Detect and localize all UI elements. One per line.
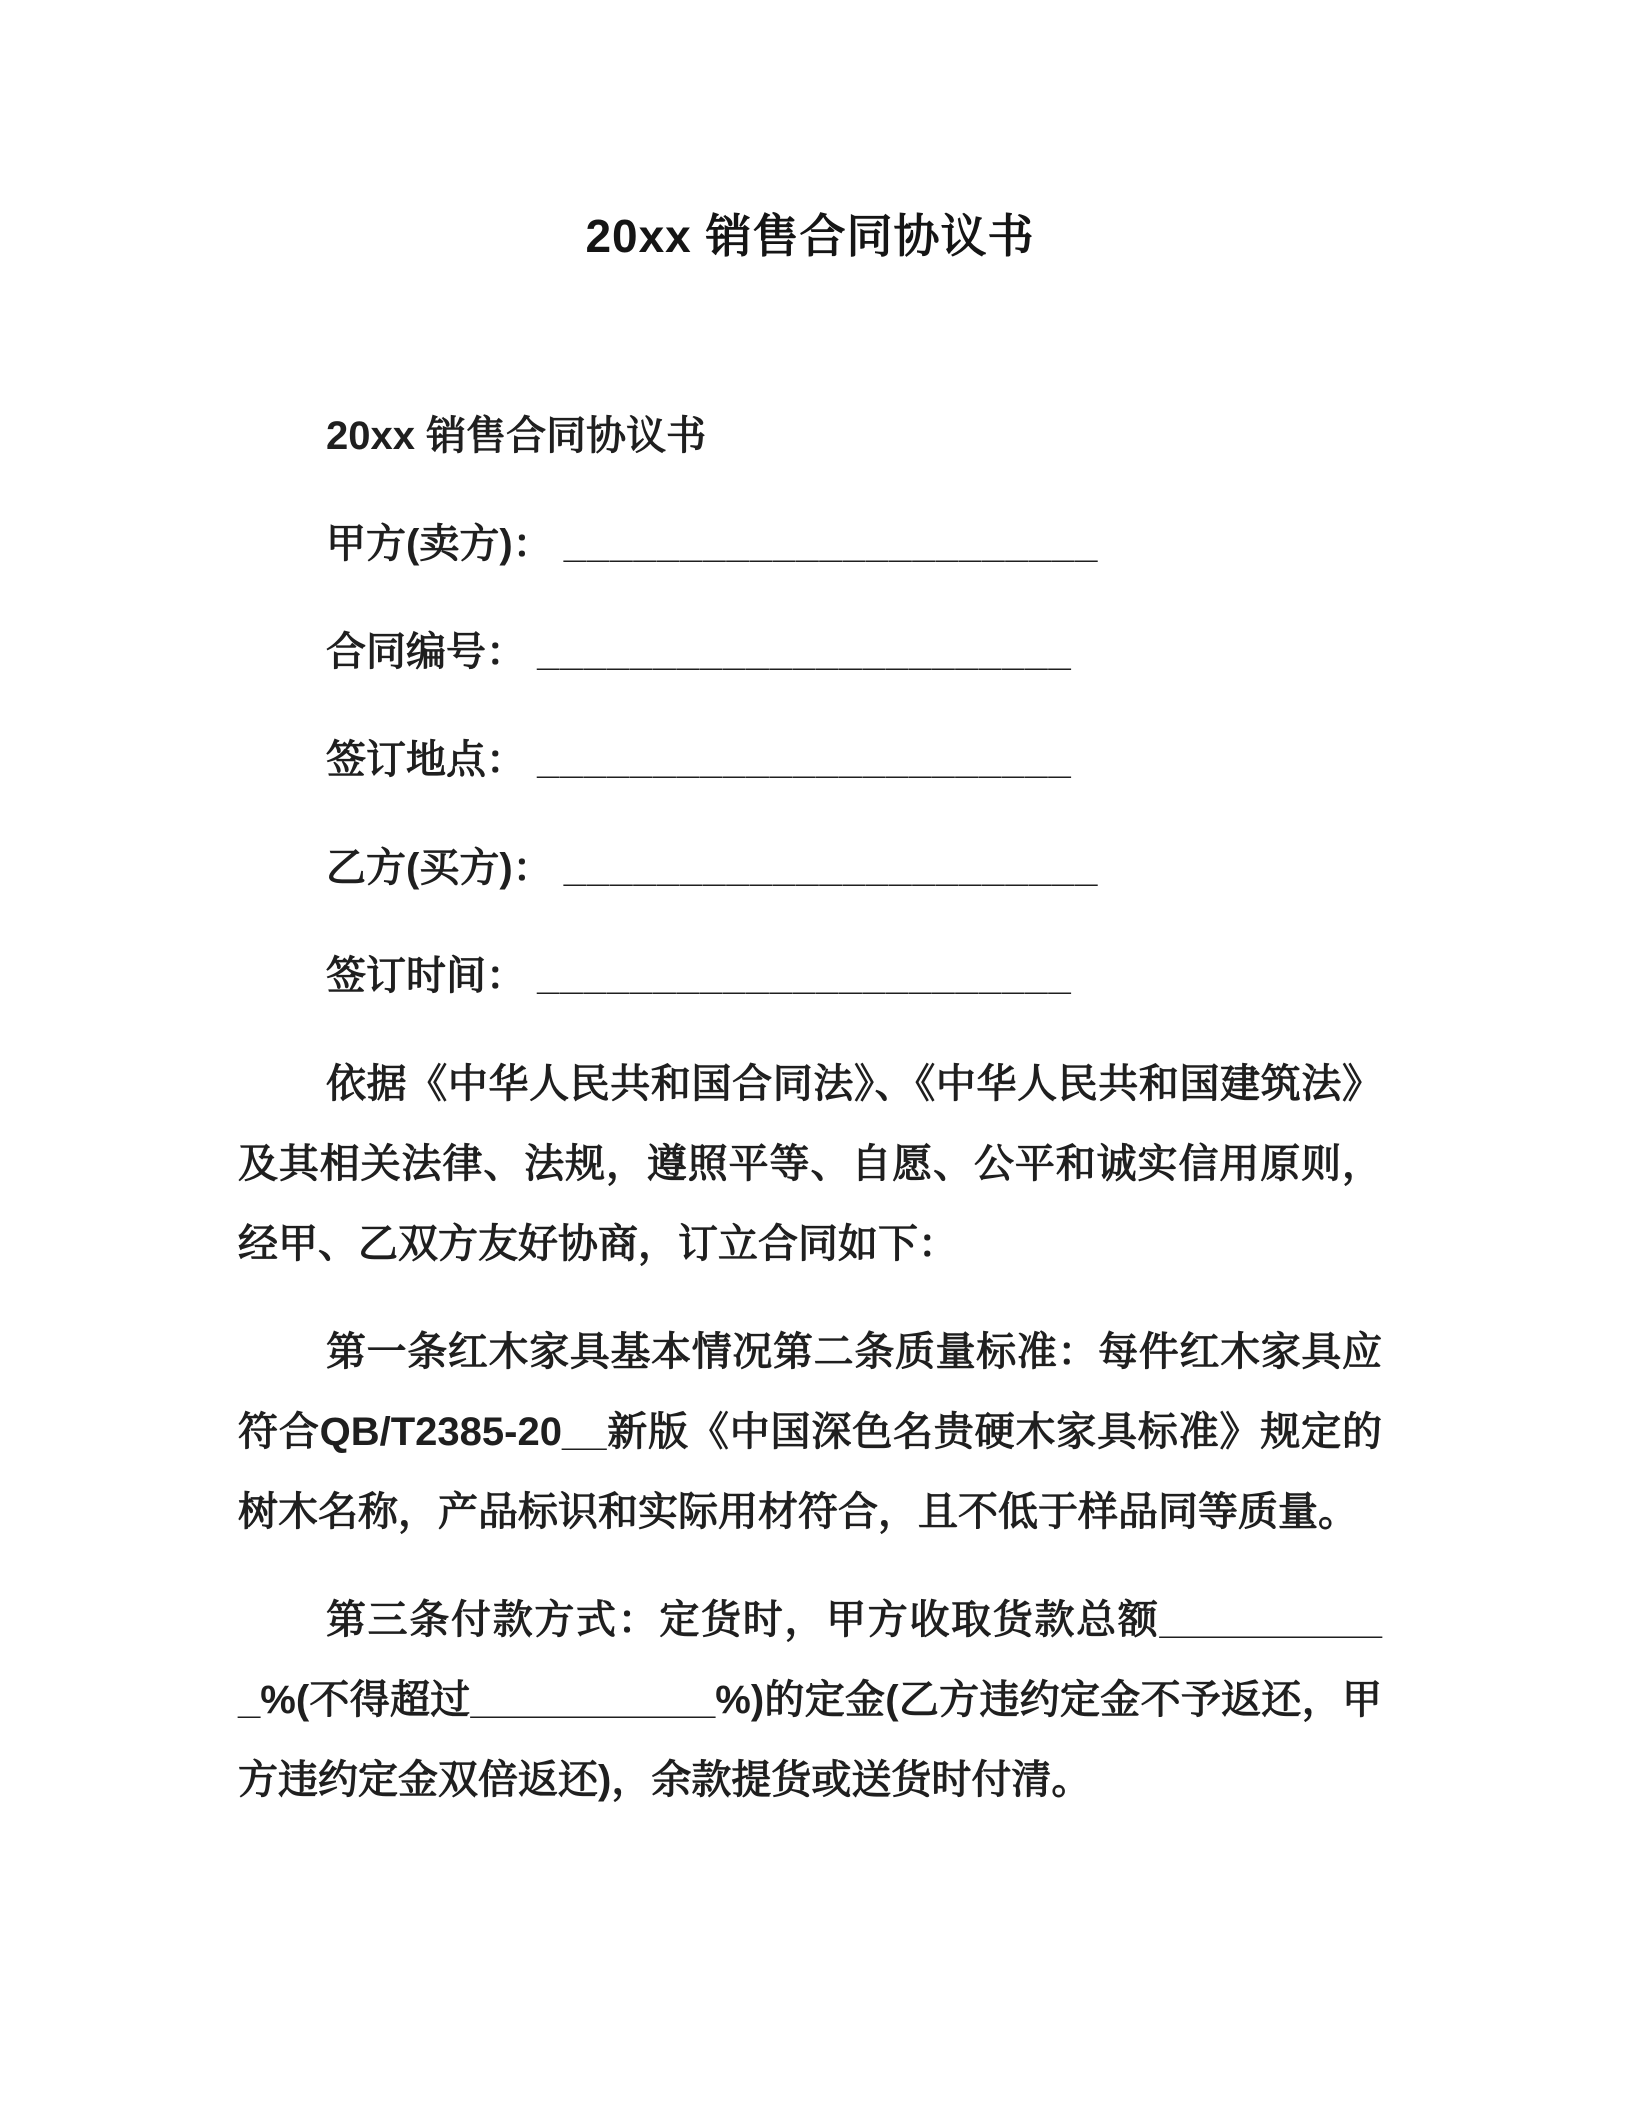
field-signing-place bbox=[238, 720, 1382, 800]
field-signing-date-label: 签订时间： bbox=[326, 954, 526, 998]
document-subtitle: 20xx 销售合同协议书 bbox=[326, 414, 707, 458]
field-party-a-blank-line: _______________________ bbox=[563, 522, 1099, 566]
field-contract-number bbox=[238, 612, 1382, 692]
document-title: 20xx 销售合同协议书 bbox=[585, 210, 1035, 262]
field-signing-date bbox=[238, 936, 1382, 1016]
paragraph-clause-1-and-2-quality-standard: 第一条红木家具基本情况第二条质量标准：每件红木家具应符合QB/T2385-20__新版《中国深色名贵硬木家具标准》规定的树木名称，产品标识和实际用材符合，且不低于样品同等质量。 bbox=[238, 1330, 1382, 1534]
field-signing-place-label: 签订地点： bbox=[326, 738, 526, 782]
field-signing-date-blank-line: _______________________ bbox=[537, 954, 1072, 998]
field-party-b-buyer bbox=[238, 828, 1382, 908]
field-party-b-label: 乙方(买方)： bbox=[326, 846, 553, 890]
field-contract-number-label: 合同编号： bbox=[326, 630, 526, 674]
field-party-a-label: 甲方(卖方)： bbox=[326, 522, 553, 566]
field-contract-number-blank-line: _______________________ bbox=[537, 630, 1072, 674]
paragraph-clause-3-payment-terms: 第三条付款方式：定货时，甲方收取货款总额___________%(不得超过___________%)的定金(乙方违约定金不予返还，甲方违约定金双倍返还)，余款提货或送货时付清。 bbox=[238, 1598, 1382, 1802]
field-party-a-seller bbox=[238, 504, 1382, 584]
field-party-b-blank-line: _______________________ bbox=[563, 846, 1099, 890]
paragraph-legal-basis: 依据《中华人民共和国合同法》、《中华人民共和国建筑法》及其相关法律、法规，遵照平等、自愿、公平和诚实信用原则，经甲、乙双方友好协商，订立合同如下： bbox=[238, 1062, 1382, 1266]
field-signing-place-blank-line: _______________________ bbox=[537, 738, 1072, 782]
